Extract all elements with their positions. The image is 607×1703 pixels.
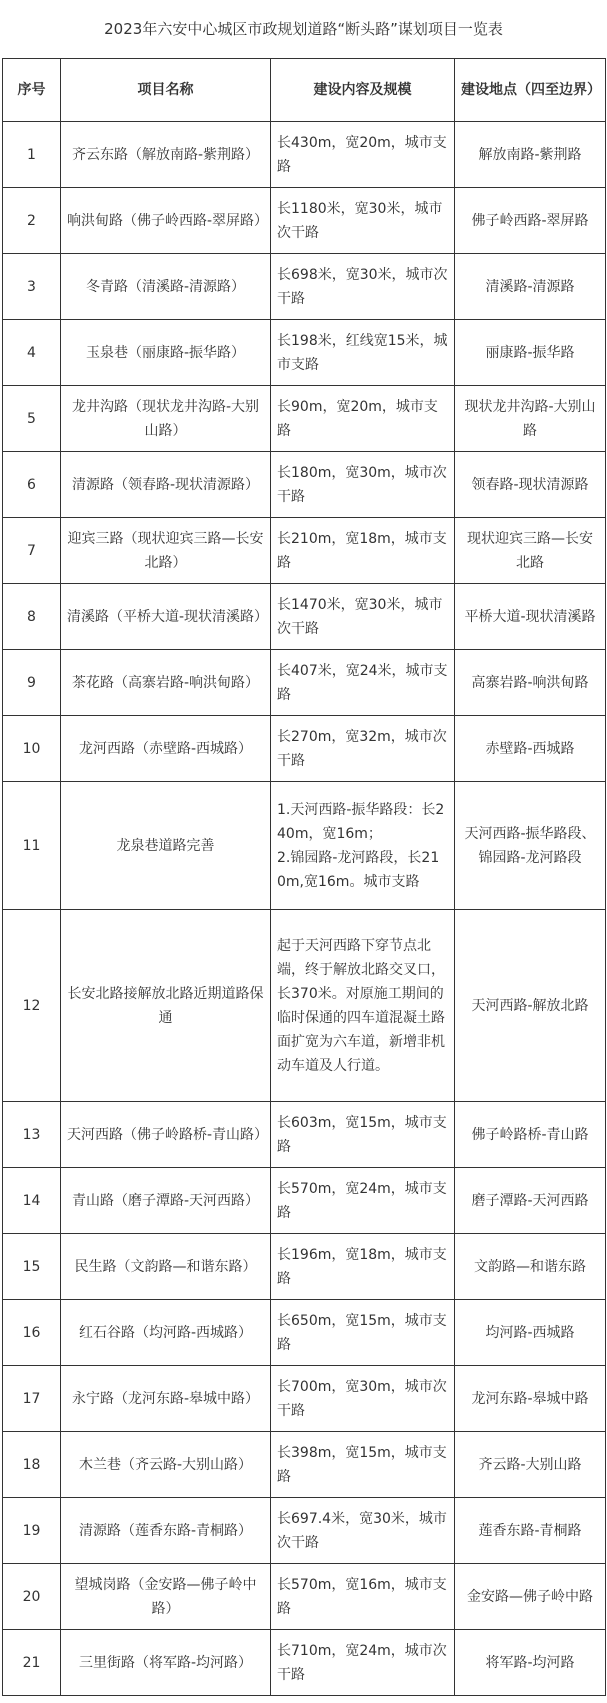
- row-name: 冬青路（清溪路-清源路）: [61, 254, 271, 320]
- row-loc: 齐云路-大别山路: [455, 1432, 606, 1498]
- row-loc: 文韵路—和谐东路: [455, 1234, 606, 1300]
- row-loc: 龙河东路-皋城中路: [455, 1366, 606, 1432]
- header-loc: 建设地点（四至边界）: [455, 59, 606, 122]
- row-num: 11: [3, 782, 61, 910]
- row-num: 18: [3, 1432, 61, 1498]
- table-row: [3, 910, 606, 1102]
- row-num: 19: [3, 1498, 61, 1564]
- row-name: 青山路（磨子潭路-天河西路）: [61, 1168, 271, 1234]
- row-name: 天河西路（佛子岭路桥-青山路）: [61, 1102, 271, 1168]
- row-name: 红石谷路（均河路-西城路）: [61, 1300, 271, 1366]
- row-content: 长1470米，宽30米，城市次干路: [271, 584, 455, 650]
- row-name: 三里街路（将军路-均河路）: [61, 1630, 271, 1696]
- table-row: [3, 782, 606, 910]
- row-content: 长697.4米，宽30米，城市次干路: [271, 1498, 455, 1564]
- row-num: 4: [3, 320, 61, 386]
- header-content: 建设内容及规模: [271, 59, 455, 122]
- row-num: 12: [3, 910, 61, 1102]
- table-row: [3, 1432, 606, 1498]
- row-loc: 平桥大道-现状清溪路: [455, 584, 606, 650]
- row-content: 长210m，宽18m，城市支路: [271, 518, 455, 584]
- row-loc: 清溪路-清源路: [455, 254, 606, 320]
- row-content: 长570m，宽16m，城市支路: [271, 1564, 455, 1630]
- row-content: 长196m，宽18m，城市支路: [271, 1234, 455, 1300]
- row-content: 长710m，宽24m，城市次干路: [271, 1630, 455, 1696]
- row-num: 2: [3, 188, 61, 254]
- row-loc: 高寨岩路-响洪甸路: [455, 650, 606, 716]
- row-loc: 磨子潭路-天河西路: [455, 1168, 606, 1234]
- row-name: 龙井沟路（现状龙井沟路-大别山路）: [61, 386, 271, 452]
- table-row: [3, 188, 606, 254]
- row-loc: 天河西路-振华路段、锦园路-龙河路段: [455, 782, 606, 910]
- row-name: 清源路（领春路-现状清源路）: [61, 452, 271, 518]
- row-loc: 莲香东路-青桐路: [455, 1498, 606, 1564]
- row-content: 长270m，宽32m，城市次干路: [271, 716, 455, 782]
- row-name: 齐云东路（解放南路-紫荆路）: [61, 122, 271, 188]
- row-num: 13: [3, 1102, 61, 1168]
- row-name: 望城岗路（金安路—佛子岭中路）: [61, 1564, 271, 1630]
- row-num: 5: [3, 386, 61, 452]
- row-loc: 天河西路-解放北路: [455, 910, 606, 1102]
- row-num: 10: [3, 716, 61, 782]
- row-content-line: 1.天河西路-振华路段：长240m，宽16m；: [277, 801, 445, 842]
- row-num: 15: [3, 1234, 61, 1300]
- header-num: 序号: [3, 59, 61, 122]
- row-name: 茶花路（高寨岩路-响洪甸路）: [61, 650, 271, 716]
- row-name: 民生路（文韵路—和谐东路）: [61, 1234, 271, 1300]
- row-loc: 均河路-西城路: [455, 1300, 606, 1366]
- table-row: [3, 320, 606, 386]
- row-num: 16: [3, 1300, 61, 1366]
- row-content: 长700m，宽30m，城市次干路: [271, 1366, 455, 1432]
- table-row: [3, 386, 606, 452]
- row-name: 迎宾三路（现状迎宾三路—长安北路）: [61, 518, 271, 584]
- table-row: [3, 650, 606, 716]
- row-name: 响洪甸路（佛子岭西路-翠屏路）: [61, 188, 271, 254]
- row-num: 14: [3, 1168, 61, 1234]
- header-name: 项目名称: [61, 59, 271, 122]
- row-loc: 佛子岭路桥-青山路: [455, 1102, 606, 1168]
- row-num: 20: [3, 1564, 61, 1630]
- row-loc: 金安路—佛子岭中路: [455, 1564, 606, 1630]
- row-name: 长安北路接解放北路近期道路保通: [61, 910, 271, 1102]
- row-content: 长430m，宽20m，城市支路: [271, 122, 455, 188]
- table-row: [3, 452, 606, 518]
- row-content: 长570m，宽24m，城市支路: [271, 1168, 455, 1234]
- row-content-line: 2.锦园路-龙河路段，长210m,宽16m。城市支路: [277, 849, 440, 890]
- row-name: 玉泉巷（丽康路-振华路）: [61, 320, 271, 386]
- row-content: [271, 782, 455, 910]
- row-loc: 将军路-均河路: [455, 1630, 606, 1696]
- row-num: 1: [3, 122, 61, 188]
- table-row: [3, 122, 606, 188]
- row-content: 长650m，宽15m，城市支路: [271, 1300, 455, 1366]
- row-content: 长398m，宽15m，城市支路: [271, 1432, 455, 1498]
- row-loc: 解放南路-紫荆路: [455, 122, 606, 188]
- row-name: 清源路（莲香东路-青桐路）: [61, 1498, 271, 1564]
- row-num: 7: [3, 518, 61, 584]
- table-row: [3, 1168, 606, 1234]
- row-content: 长698米，宽30米，城市次干路: [271, 254, 455, 320]
- table-row: [3, 254, 606, 320]
- row-loc: 领春路-现状清源路: [455, 452, 606, 518]
- row-num: 21: [3, 1630, 61, 1696]
- row-loc: 赤壁路-西城路: [455, 716, 606, 782]
- table-row: [3, 584, 606, 650]
- project-table: [2, 58, 606, 1696]
- row-content: 长407米，宽24米，城市支路: [271, 650, 455, 716]
- row-loc: 现状龙井沟路-大别山路: [455, 386, 606, 452]
- table-row: [3, 1300, 606, 1366]
- row-content: 长603m，宽15m，城市支路: [271, 1102, 455, 1168]
- table-row: [3, 1564, 606, 1630]
- table-row: [3, 518, 606, 584]
- row-name: 清溪路（平桥大道-现状清溪路）: [61, 584, 271, 650]
- table-row: [3, 1498, 606, 1564]
- table-row: [3, 1630, 606, 1696]
- table-row: [3, 1234, 606, 1300]
- table-row: [3, 1366, 606, 1432]
- row-content: 长180m，宽30m，城市次干路: [271, 452, 455, 518]
- row-loc: 佛子岭西路-翠屏路: [455, 188, 606, 254]
- row-loc: 丽康路-振华路: [455, 320, 606, 386]
- row-content: 长198米，红线宽15米，城市支路: [271, 320, 455, 386]
- row-num: 6: [3, 452, 61, 518]
- row-content: 长90m，宽20m，城市支路: [271, 386, 455, 452]
- row-name: 龙河西路（赤壁路-西城路）: [61, 716, 271, 782]
- table-row: [3, 716, 606, 782]
- table-header-row: [3, 59, 606, 122]
- row-num: 9: [3, 650, 61, 716]
- row-num: 17: [3, 1366, 61, 1432]
- page-title: 2023年六安中心城区市政规划道路“断头路”谋划项目一览表: [104, 20, 503, 38]
- row-name: 木兰巷（齐云路-大别山路）: [61, 1432, 271, 1498]
- row-loc: 现状迎宾三路—长安北路: [455, 518, 606, 584]
- row-num: 3: [3, 254, 61, 320]
- table-row: [3, 1102, 606, 1168]
- row-content: 起于天河西路下穿节点北端，终于解放北路交叉口，长370米。对原施工期间的临时保通的四车道混凝土路面扩宽为六车道，新增非机动车道及人行道。: [271, 910, 455, 1102]
- row-name: 永宁路（龙河东路-皋城中路）: [61, 1366, 271, 1432]
- row-num: 8: [3, 584, 61, 650]
- row-name: 龙泉巷道路完善: [61, 782, 271, 910]
- row-content: 长1180米，宽30米，城市次干路: [271, 188, 455, 254]
